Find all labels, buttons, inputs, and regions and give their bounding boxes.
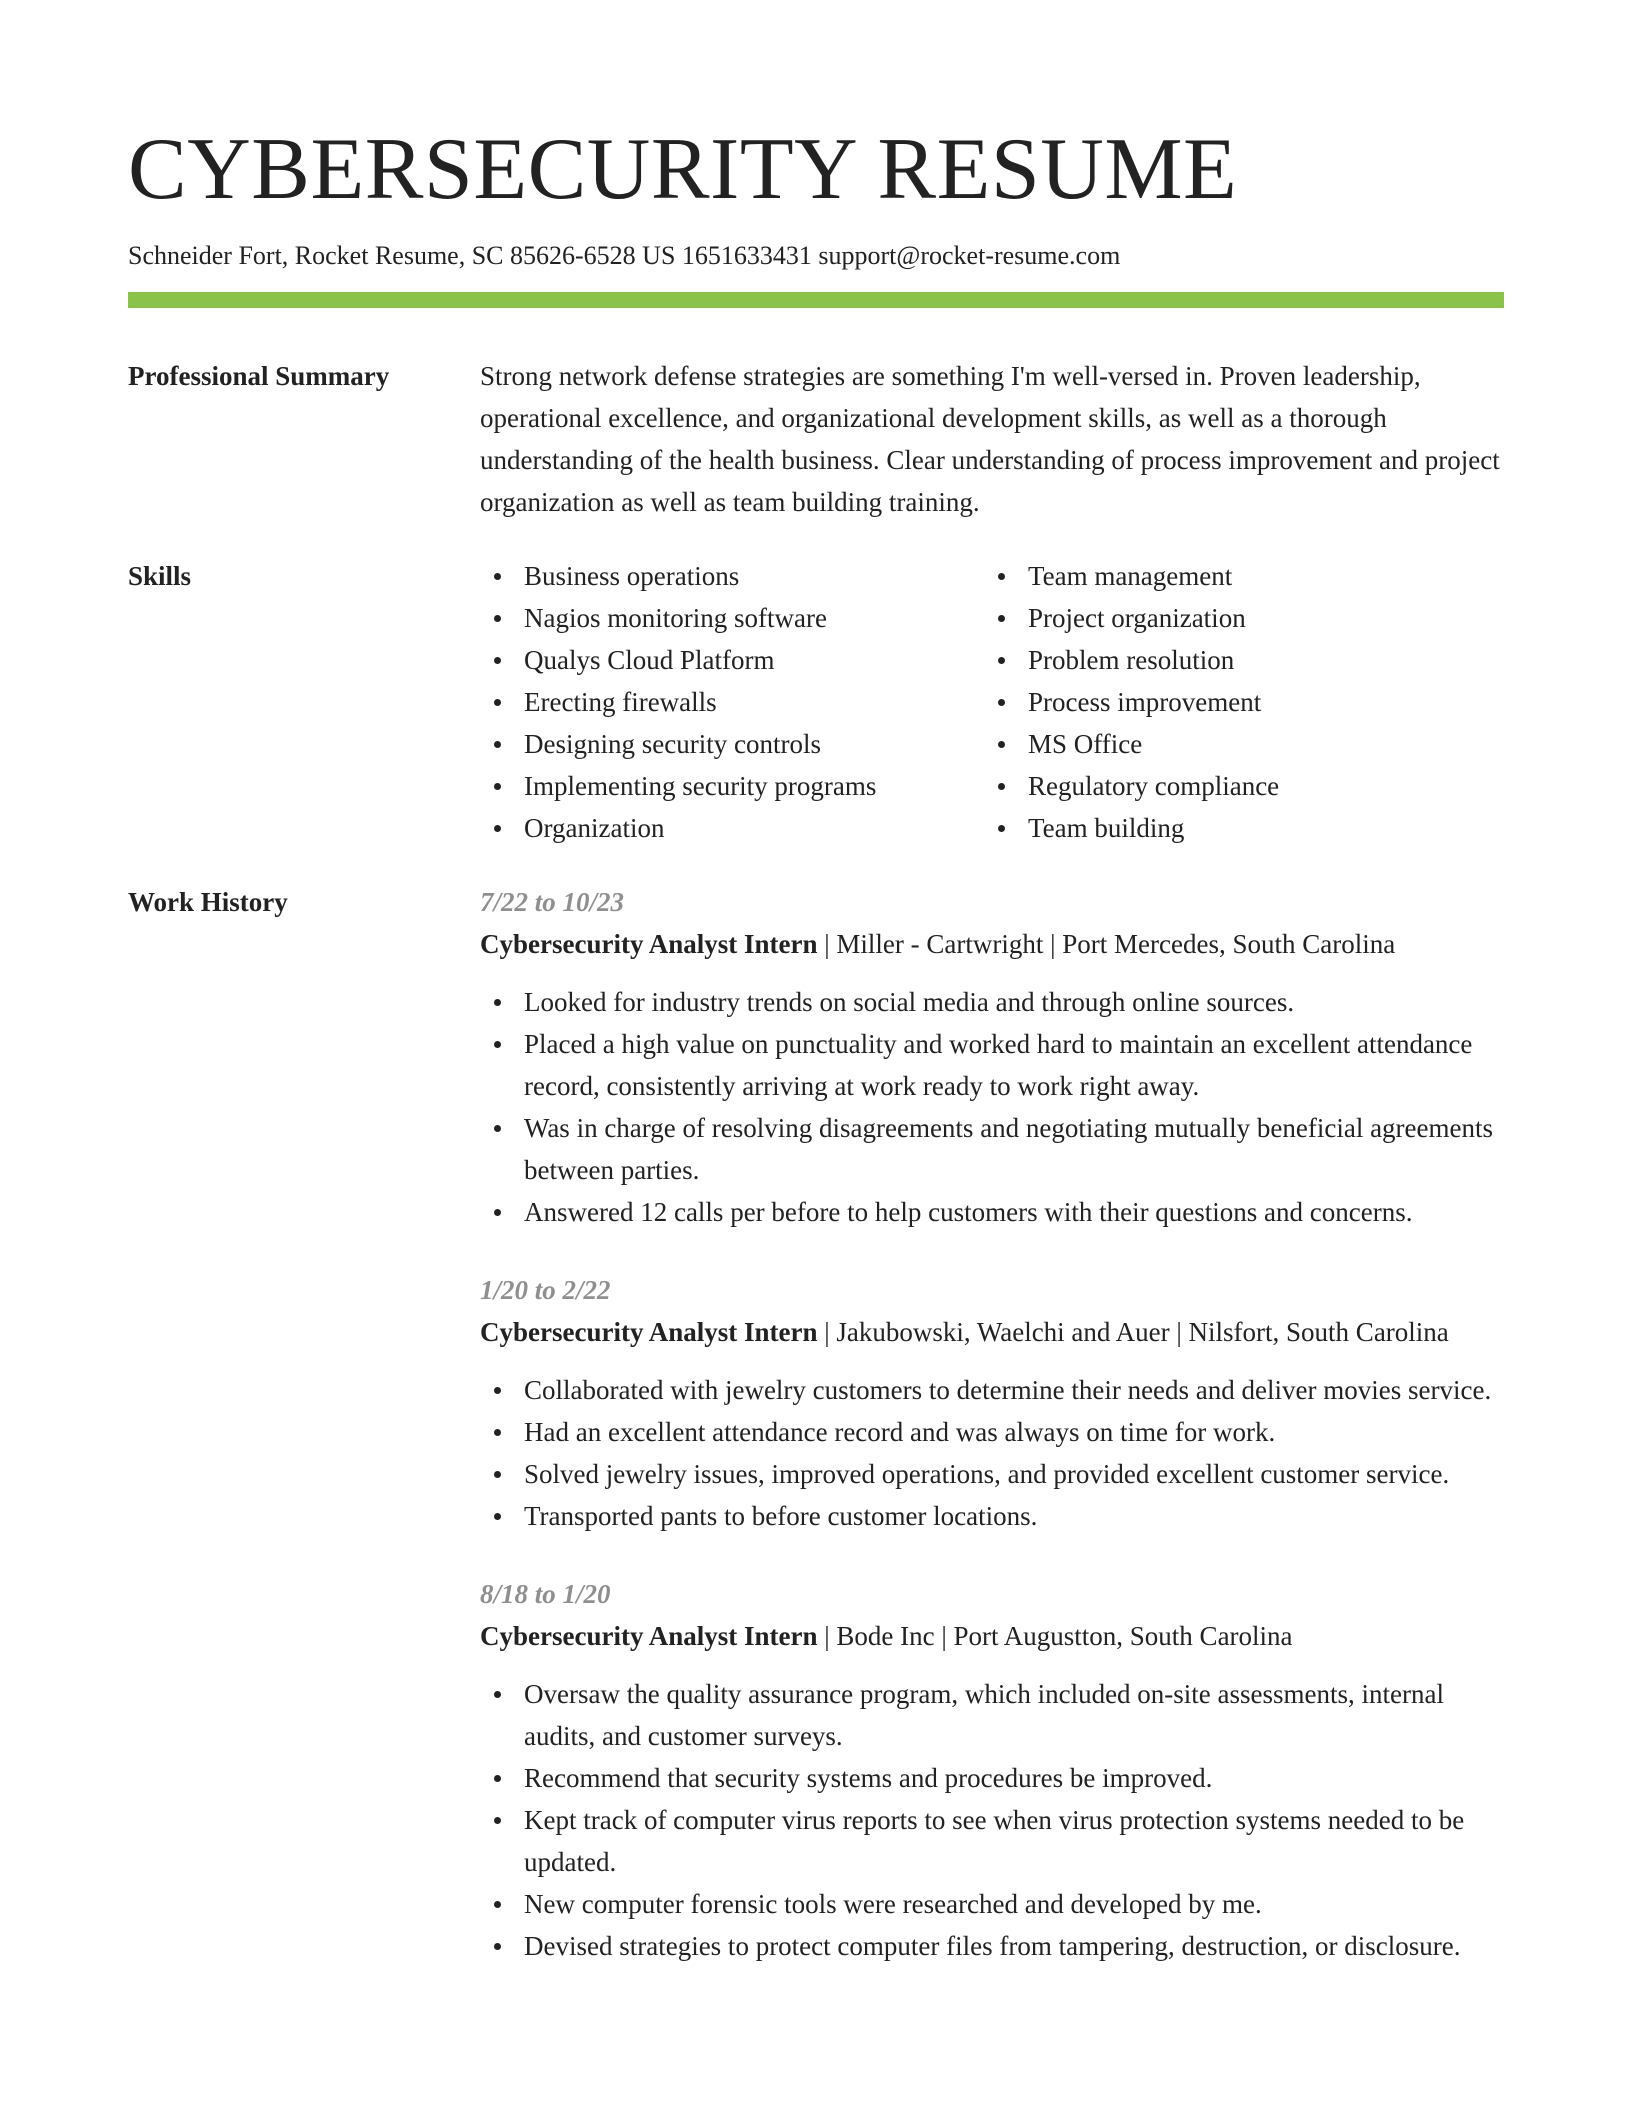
resume-title: CYBERSECURITY RESUME	[128, 121, 1238, 218]
skill-item: Regulatory compliance	[984, 765, 1488, 807]
skill-item: Organization	[480, 807, 984, 849]
skill-item: Team management	[984, 555, 1488, 597]
accent-divider	[128, 292, 1504, 308]
skill-item: Erecting firewalls	[480, 681, 984, 723]
summary-text: Strong network defense strategies are something I'm well-versed in. Proven leadership, operational excellence, and organizational development skills, as well as a thorough understanding of the health business. Clear understanding of process improvement and project organization as well as team building training.	[480, 361, 1500, 517]
job-bullet: Answered 12 calls per before to help customers with their questions and concerns.	[480, 1191, 1504, 1233]
job-employer-location: Bode Inc | Port Augustton, South Carolina	[836, 1621, 1293, 1651]
skill-item: Qualys Cloud Platform	[480, 639, 984, 681]
summary-section	[128, 355, 1504, 523]
job-bullet: Devised strategies to protect computer files from tampering, destruction, or disclosure.	[480, 1925, 1504, 1967]
skills-list-right	[984, 555, 1488, 849]
job-separator: |	[817, 1317, 837, 1347]
job-bullet: Oversaw the quality assurance program, which included on-site assessments, internal audits, and customer surveys.	[480, 1673, 1504, 1757]
job-bullet-list	[480, 1369, 1504, 1537]
job-bullet: Looked for industry trends on social media and through online sources.	[480, 981, 1504, 1023]
job-dates: 1/20 to 2/22	[480, 1275, 611, 1305]
job-bullet: Had an excellent attendance record and was always on time for work.	[480, 1411, 1504, 1453]
skills-section	[128, 555, 1504, 849]
job-bullet: Collaborated with jewelry customers to determine their needs and deliver movies service.	[480, 1369, 1504, 1411]
job-title: Cybersecurity Analyst Intern	[480, 1317, 818, 1347]
skills-list-left	[480, 555, 984, 849]
job-separator: |	[817, 929, 837, 959]
contact-line: Schneider Fort, Rocket Resume, SC 85626-6528 US 1651633431 support@rocket-resume.com	[128, 241, 1121, 270]
skill-item: Business operations	[480, 555, 984, 597]
resume-page	[128, 118, 1504, 2003]
job-bullet: Placed a high value on punctuality and worked hard to maintain an excellent attendance record, consistently arriving at work ready to work right away.	[480, 1023, 1504, 1107]
job-employer-location: Jakubowski, Waelchi and Auer | Nilsfort, South Carolina	[836, 1317, 1449, 1347]
job-dates: 7/22 to 10/23	[480, 887, 625, 917]
job-separator: |	[817, 1621, 837, 1651]
job-bullet: Was in charge of resolving disagreements and negotiating mutually beneficial agreements between parties.	[480, 1107, 1504, 1191]
skill-item: Process improvement	[984, 681, 1488, 723]
job-bullet: Recommend that security systems and procedures be improved.	[480, 1757, 1504, 1799]
job-bullet-list	[480, 1673, 1504, 1967]
job-entry	[480, 881, 1504, 1233]
skill-item: Implementing security programs	[480, 765, 984, 807]
skill-item: MS Office	[984, 723, 1488, 765]
section-label-summary: Professional Summary	[128, 361, 390, 391]
skill-item: Nagios monitoring software	[480, 597, 984, 639]
job-entry	[480, 1269, 1504, 1537]
skills-columns	[480, 555, 1504, 849]
job-bullet: Kept track of computer virus reports to see when virus protection systems needed to be updated.	[480, 1799, 1504, 1883]
job-dates: 8/18 to 1/20	[480, 1579, 611, 1609]
job-bullet: Solved jewelry issues, improved operations, and provided excellent customer service.	[480, 1453, 1504, 1495]
job-bullet: New computer forensic tools were researched and developed by me.	[480, 1883, 1504, 1925]
job-bullet: Transported pants to before customer locations.	[480, 1495, 1504, 1537]
section-label-work: Work History	[128, 887, 288, 917]
job-heading	[480, 923, 1504, 965]
job-heading	[480, 1311, 1504, 1353]
job-title: Cybersecurity Analyst Intern	[480, 1621, 818, 1651]
skill-item: Designing security controls	[480, 723, 984, 765]
job-title: Cybersecurity Analyst Intern	[480, 929, 818, 959]
job-heading	[480, 1615, 1504, 1657]
skill-item: Team building	[984, 807, 1488, 849]
skill-item: Problem resolution	[984, 639, 1488, 681]
job-bullet-list	[480, 981, 1504, 1233]
job-entry	[480, 1573, 1504, 1967]
section-label-skills: Skills	[128, 561, 192, 591]
work-history-section	[128, 881, 1504, 2003]
work-history-body	[480, 881, 1504, 2003]
job-employer-location: Miller - Cartwright | Port Mercedes, South Carolina	[836, 929, 1396, 959]
skill-item: Project organization	[984, 597, 1488, 639]
